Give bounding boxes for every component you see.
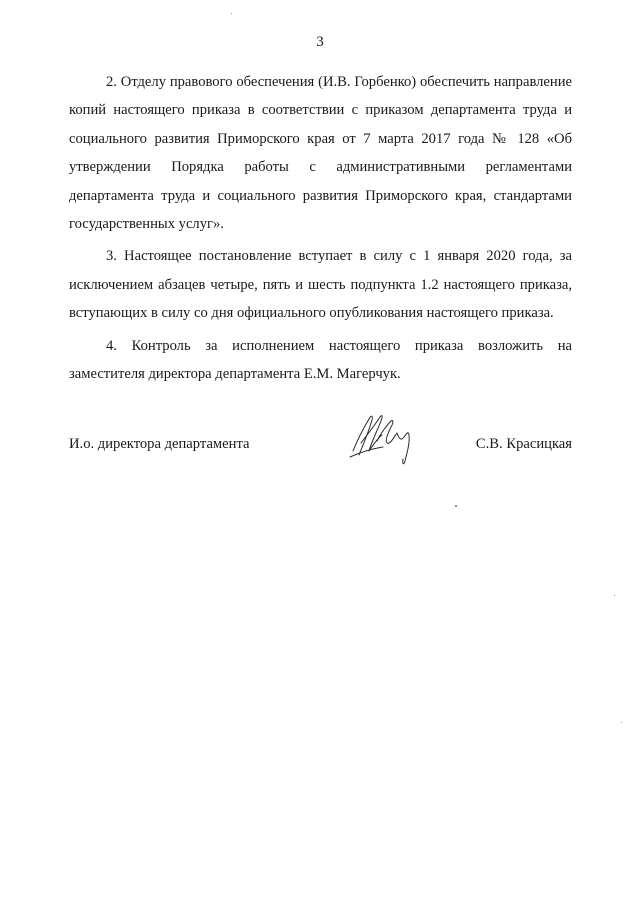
signer-name: С.В. Красицкая [475,436,572,452]
handwritten-signature [347,411,419,469]
paragraph-4: 4. Контроль за исполнением настоящего приказа возложить на заместителя директора департамента Е.М. Магерчук. [69,337,572,383]
scan-speck [621,722,622,723]
paragraph-2: 2. Отделу правового обеспечения (И.В. Горбенко) обеспечить направление копий настоящего приказа в соответствии с приказом департамента труда и социального развития Приморского края от 7 марта 2017 года № 128 «Об утверждении Порядка работы с административными регламентами департамента труда и социального развития Приморского края, стандартами государственных услуг». [69,74,572,233]
scan-speck [614,595,615,596]
scan-speck [231,13,232,14]
scan-speck [455,505,457,507]
paragraph-3: 3. Настоящее постановление вступает в силу с 1 января 2020 года, за исключением абзацев четыре, пять и шесть подпункта 1.2 настоящего приказа, вступающих в силу со дня официального опубликования настоящего приказа. [69,248,572,322]
signer-title: И.о. директора департамента [69,436,250,452]
document-body [69,68,572,392]
page-number: 3 [316,34,324,50]
